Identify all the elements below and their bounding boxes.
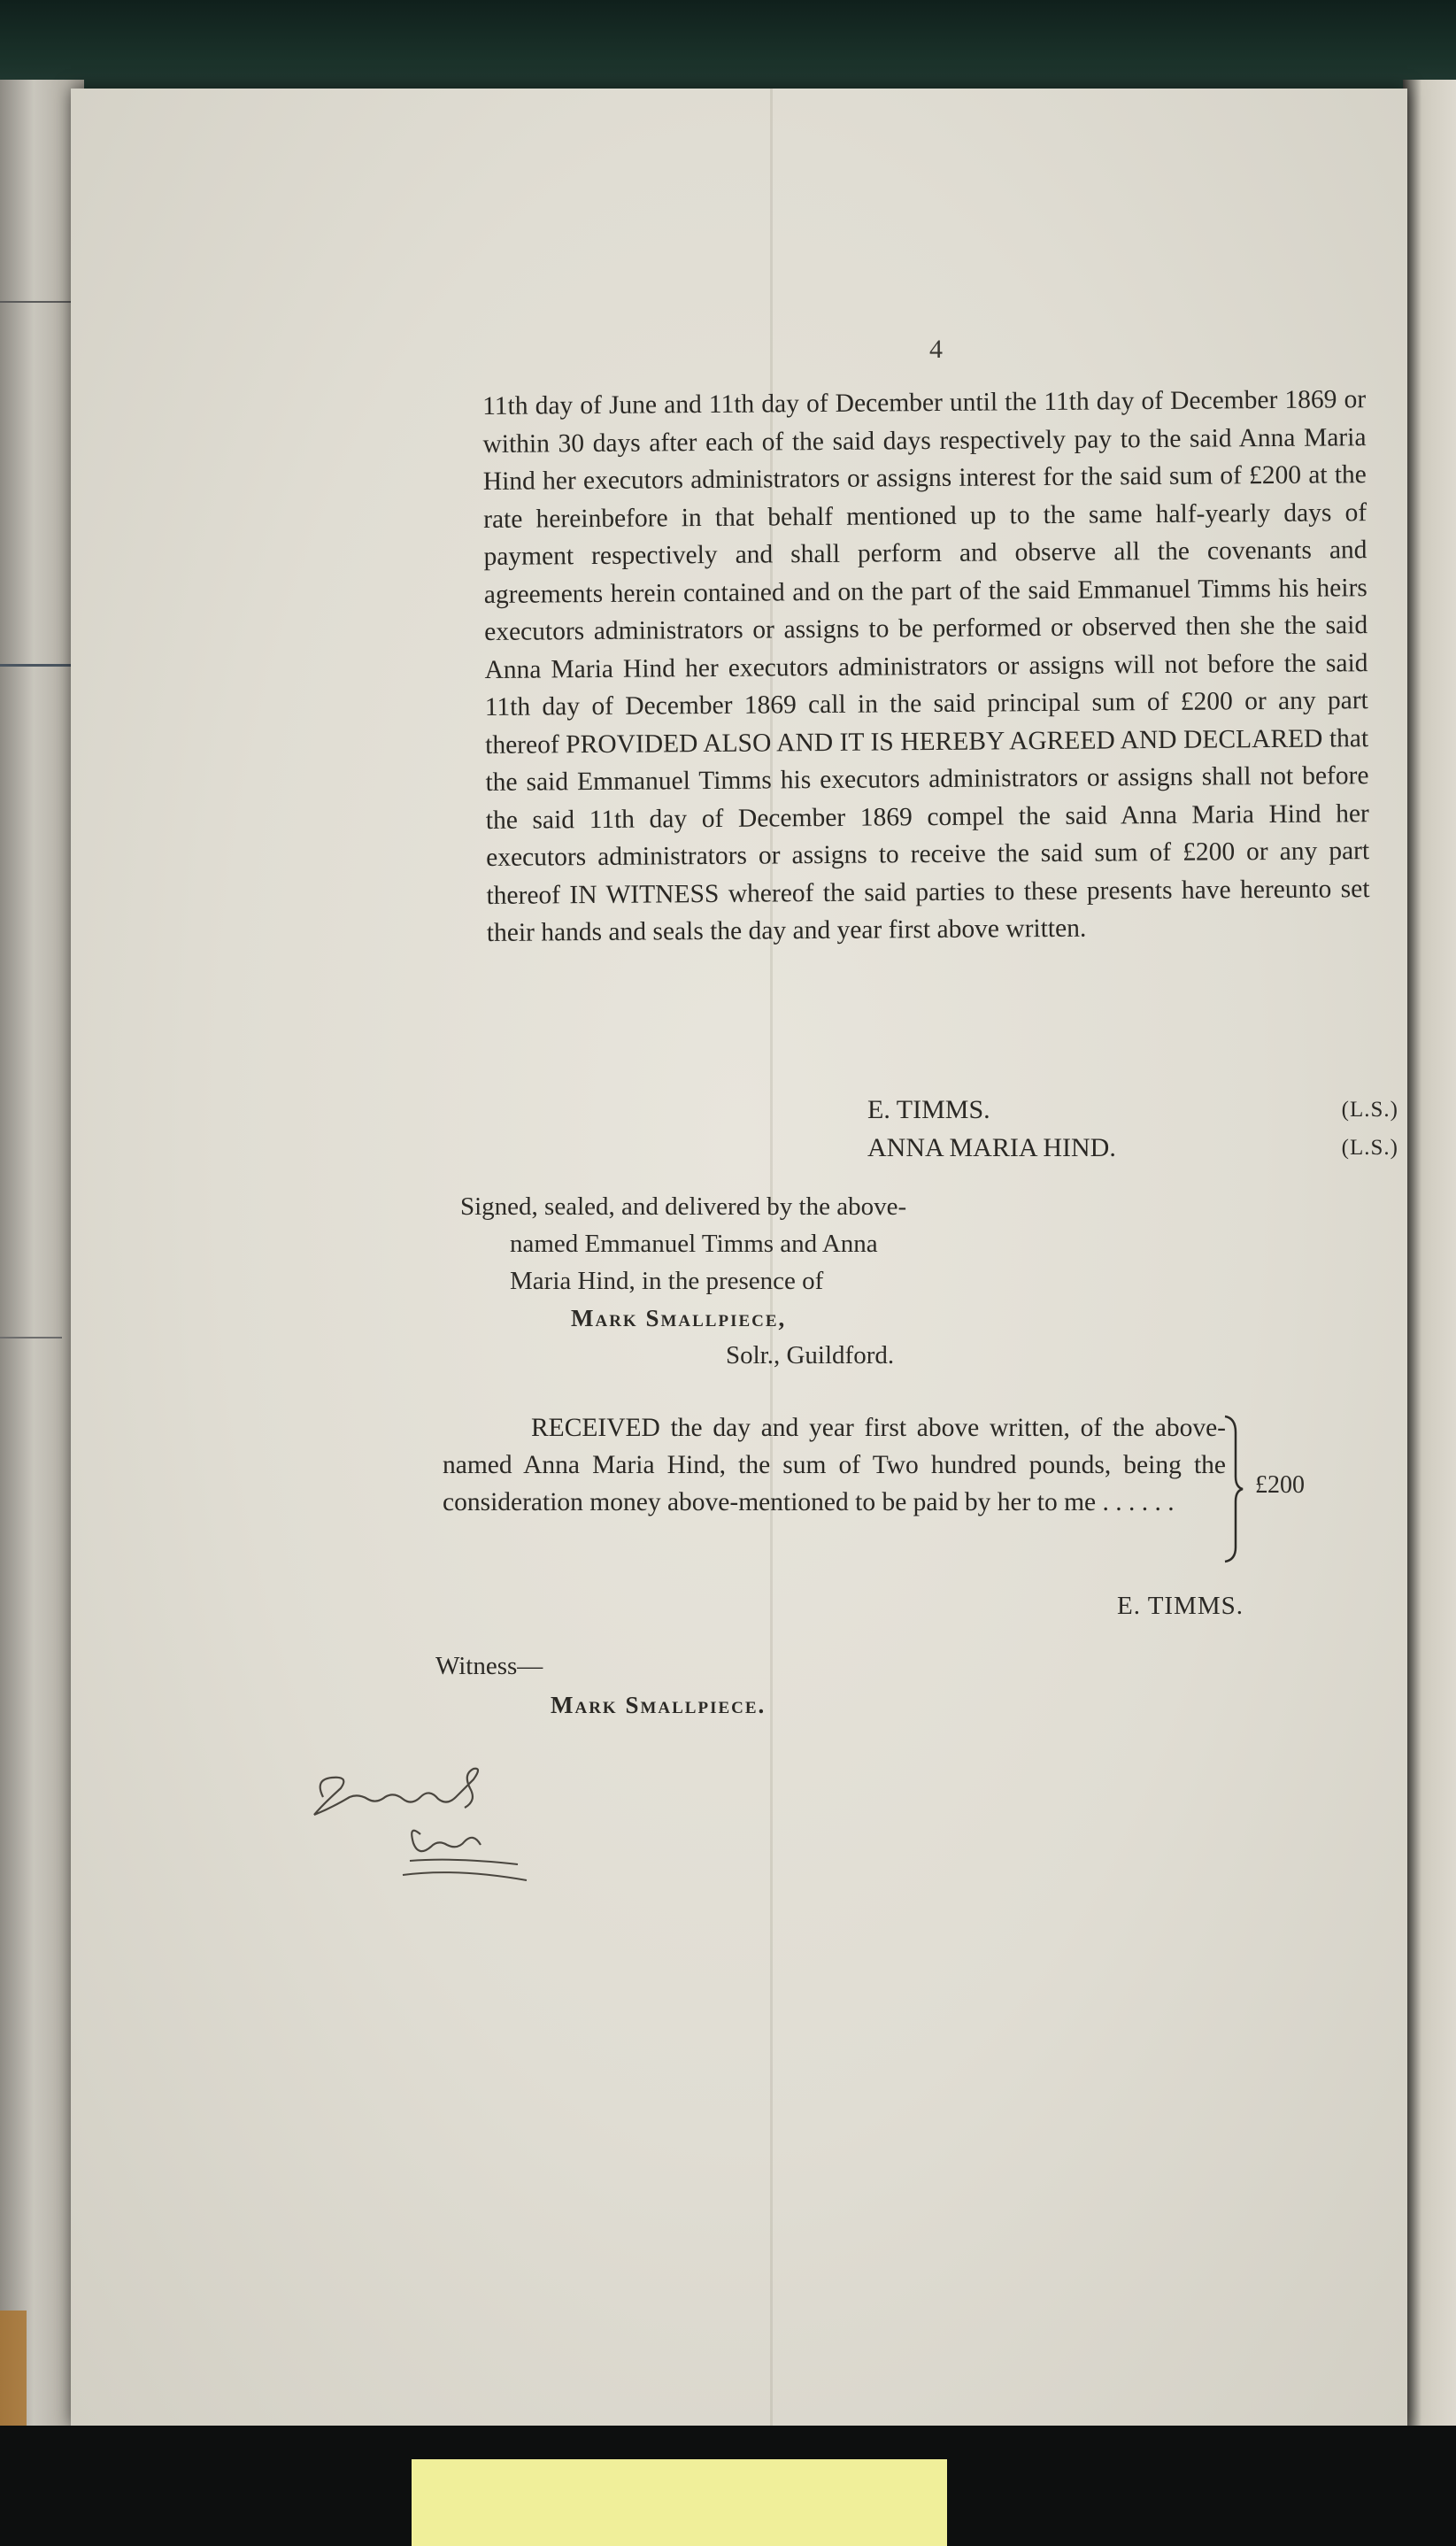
handwritten-annotation-icon [305,1762,535,1903]
witness-label: Witness— [435,1652,543,1680]
page-number: 4 [929,335,943,364]
receipt-clause [443,1409,1226,1521]
receipt-signature: E. TIMMS. [1117,1592,1244,1620]
receipt-text: RECEIVED the day and year first above written, of the above-named Anna Maria Hind, the sum of Two hundred pounds, being the consideration money above-mentioned to be paid by her to me . . . . . . [443,1414,1226,1516]
attestation-line: Maria Hind, in the presence of [510,1267,824,1295]
seal-mark: (L.S.) [1341,1098,1398,1122]
attestation-clause [460,1188,1080,1374]
attestation-line: Signed, sealed, and delivered by the above- [460,1192,907,1221]
brace-icon [1223,1415,1244,1563]
witness-name: Mark Smallpiece. [551,1692,767,1718]
witness-block [435,1647,766,1724]
signature-line-timms [867,1091,1398,1129]
signatory-name: ANNA MARIA HIND. [867,1133,1116,1162]
attestation-line: named Emmanuel Timms and Anna [510,1230,878,1258]
signature-block [867,1091,1398,1167]
signatory-name: E. TIMMS. [867,1095,990,1124]
attestation-witness-title: Solr., Guildford. [726,1341,895,1369]
receipt-amount: £200 [1255,1471,1305,1499]
attestation-witness-name: Mark Smallpiece, [571,1305,787,1331]
signature-line-hind [867,1129,1398,1167]
seal-mark: (L.S.) [1341,1136,1398,1160]
body-paragraph: 11th day of June and 11th day of December until the 11th day of December 1869 or within 30 days after each of the said days respectively pay to the said Anna Maria Hind her executors administrators or assigns interest for the said sum of £200 at the rate hereinbefore in that behalf mentioned up to the same half-yearly days of payment respectively and shall perform and observe all the covenants and agreements herein contained and on the part of the said Emmanuel Timms his heirs executors administrators or assigns to be performed or observed then she the said Anna Maria Hind her executors administrators or assigns will not before the said 11th day of December 1869 call in the said principal sum of £200 or any part thereof PROVIDED ALSO AND IT IS HEREBY AGREED AND DECLARED that the said Emmanuel Timms his executors administrators or assigns shall not before the said 11th day of December 1869 compel the said Anna Maria Hind her executors administrators or assigns to receive the said sum of £200 or any part thereof IN WITNESS whereof the said parties to these presents have hereunto set their hands and seals the day and year first above written. [482,385,1370,947]
